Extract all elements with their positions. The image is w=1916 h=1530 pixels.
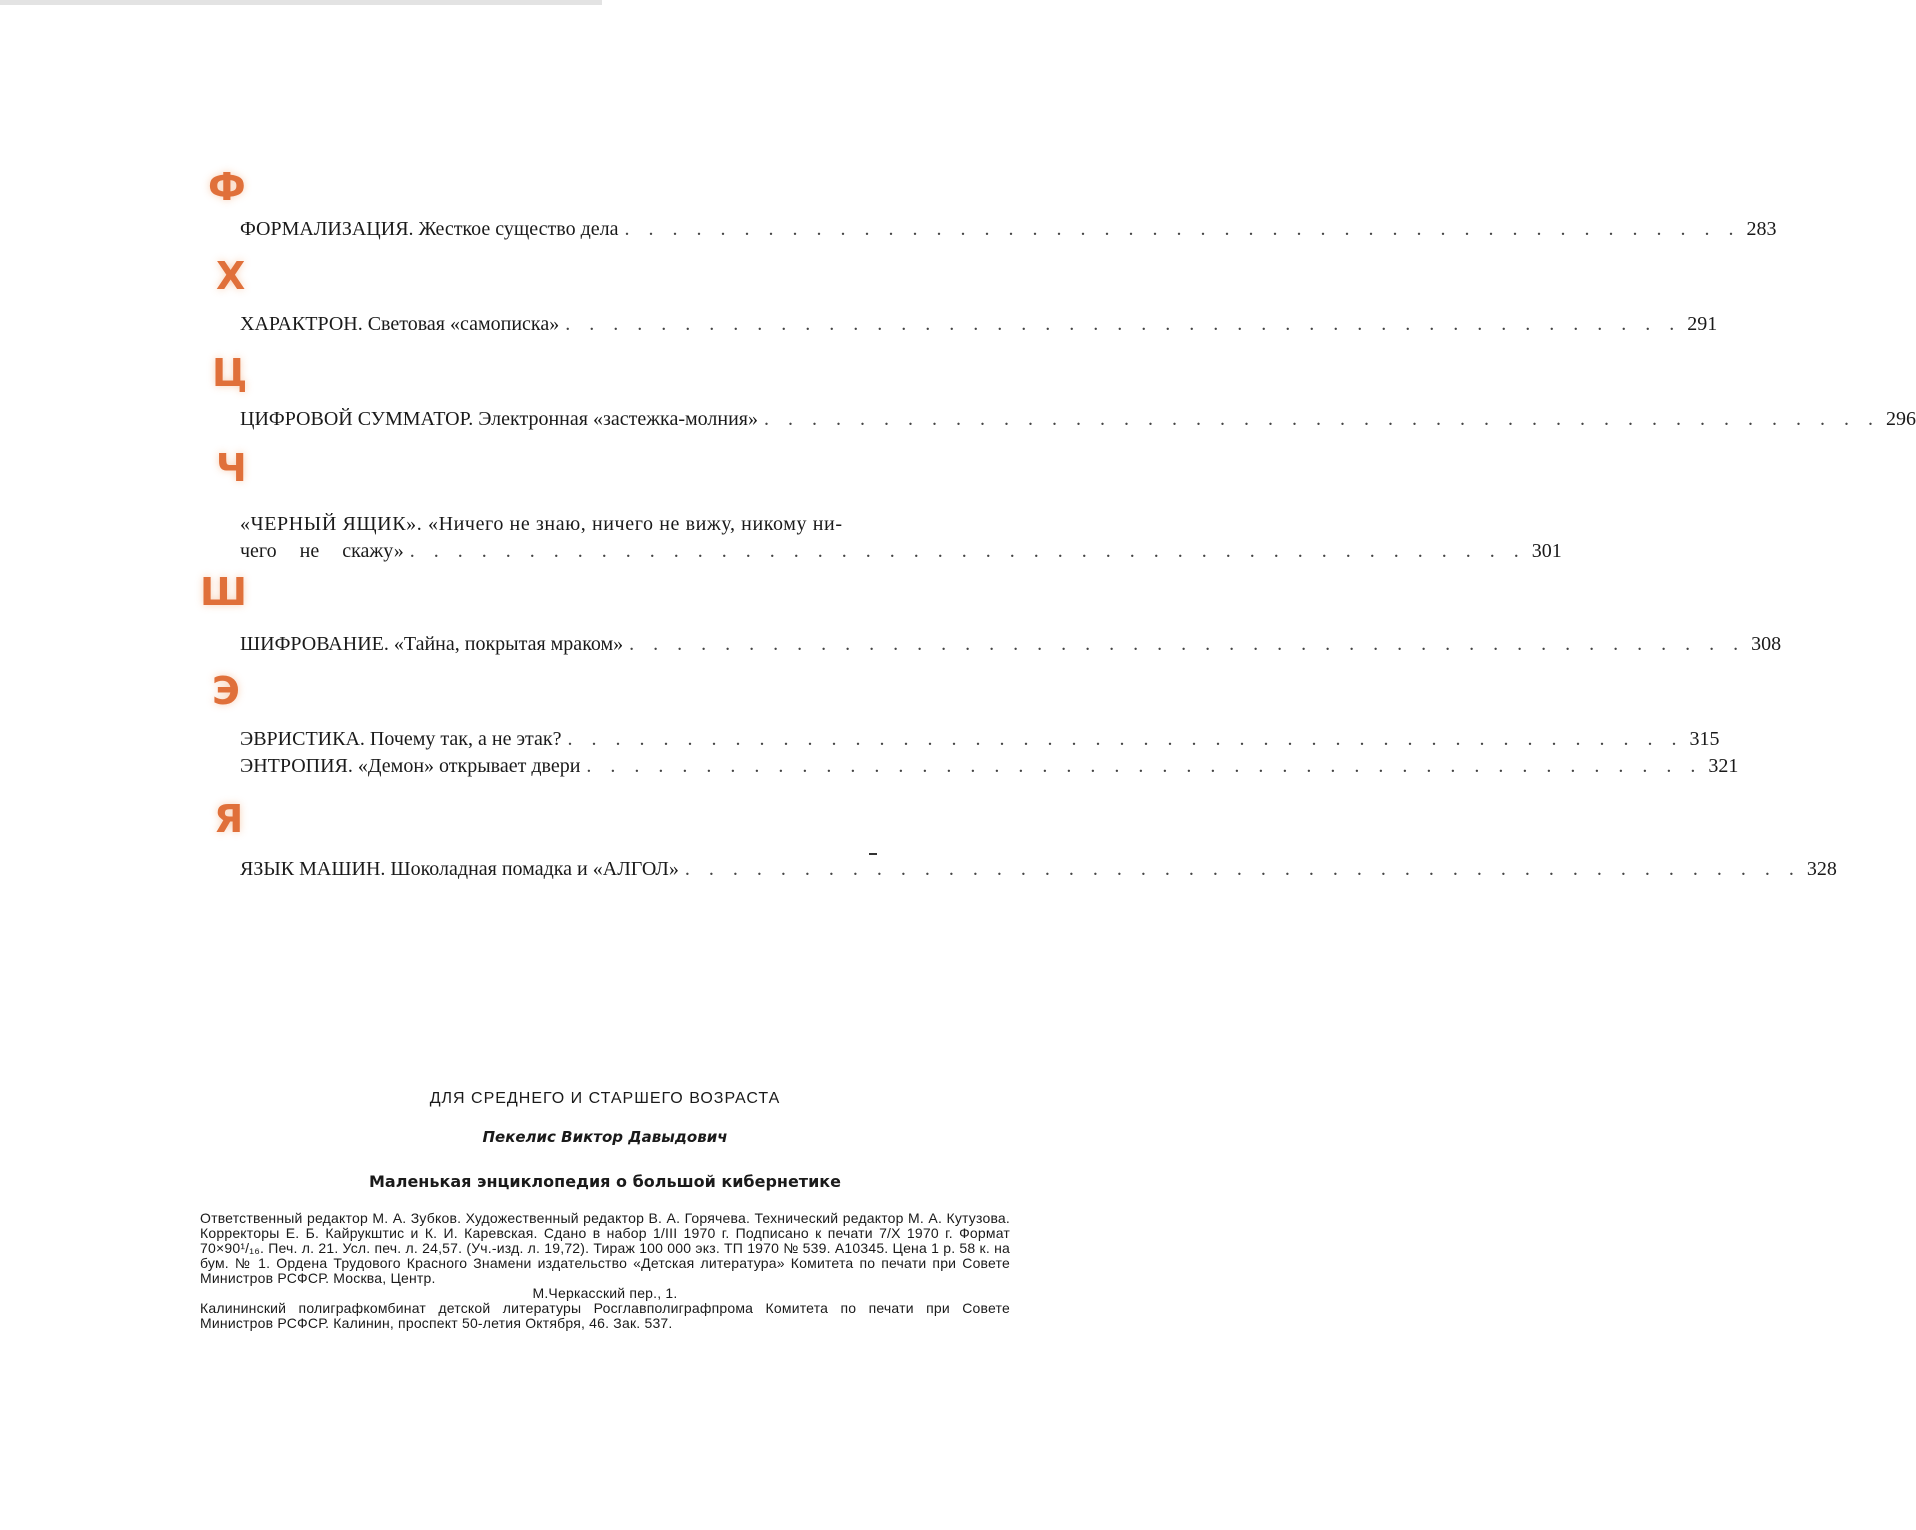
dot-leader: . . . . . . . . . . . . . . . . . . . . . . . . . . . . . . . . . . . . . . . . . . . . . . . — [629, 633, 1746, 655]
toc-entry-title: ХАРАКТРОН. Световая «самописка» — [240, 313, 560, 335]
toc-entry-page: 296 — [1885, 408, 1916, 430]
toc-entry-title: ШИФРОВАНИЕ. «Тайна, покрытая мраком» — [240, 633, 624, 655]
book-title: Маленькая энциклопедия о большой кибернетике — [369, 1172, 841, 1191]
toc-entry-page: 291 — [1687, 313, 1718, 335]
dot-leader: . . . . . . . . . . . . . . . . . . . . . . . . . . . . . . . . . . . . . . . . . . . . . . . — [567, 728, 1684, 750]
toc-entry-page: 301 — [1531, 540, 1562, 562]
section-letter: Ч — [216, 446, 247, 490]
toc-section-ts — [200, 351, 1916, 433]
toc-entry[interactable] — [240, 856, 1837, 883]
toc-entry-line2 — [240, 538, 1562, 565]
section-letter: Ц — [212, 351, 248, 395]
section-letter: Х — [216, 254, 246, 298]
toc-entry-title-line1: «ЧЕРНЫЙ ЯЩИК». «Ничего не знаю, ничего не вижу, никому ни- — [240, 513, 843, 535]
credits-printer: Калининский полиграфкомбинат детской литературы Росглавполиграфпрома Комитета по печати при Совете Министров РСФСР. Калинин, проспект 50-летия Октября, 46. Зак. 537. — [200, 1300, 1010, 1331]
toc-entry-title-line2: чего не скажу» — [240, 540, 404, 562]
dot-leader: . . . . . . . . . . . . . . . . . . . . . . . . . . . . . . . . . . . . . . . . . . . . . . . — [684, 858, 1801, 880]
dot-leader: . . . . . . . . . . . . . . . . . . . . . . . . . . . . . . . . . . . . . . . . . . . . . . . — [409, 540, 1526, 562]
credits-paragraph: Ответственный редактор М. А. Зубков. Художественный редактор В. А. Горячева. Технический редактор М. А. Кутузова. Корректоры Е. Б. Кайрукштис и К. И. Каревская. Сдано в набор 1/III 1970 г. Подписано к печати 7/X 1970 г. Формат 70×90¹/₁₆. Печ. л. 21. Усл. печ. л. 24,57. (Уч.-изд. л. 19,72). Тираж 100 000 экз. ТП 1970 № 539. А10345. Цена 1 р. 58 к. на бум. № 1. Ордена Трудового Красного Знамени издательство «Детская литература» Комитета по печати при Совете Министров РСФСР. Москва, Центр. — [200, 1210, 1010, 1286]
age-group-label: ДЛЯ СРЕДНЕГО И СТАРШЕГО ВОЗРАСТА — [429, 1090, 781, 1107]
section-letter: Э — [212, 669, 240, 713]
toc-entry-page: 315 — [1689, 728, 1720, 750]
dot-leader: . . . . . . . . . . . . . . . . . . . . . . . . . . . . . . . . . . . . . . . . . . . . . . . — [565, 313, 1682, 335]
section-letter: Я — [214, 797, 244, 841]
toc-entry-page: 328 — [1806, 858, 1837, 880]
toc-section-ya — [200, 797, 1837, 883]
toc-entry-title: ЦИФРОВОЙ СУММАТОР. Электронная «застежка-молния» — [240, 408, 758, 430]
toc-section-f — [200, 165, 1777, 243]
toc-entry[interactable] — [240, 726, 1720, 753]
dot-leader: . . . . . . . . . . . . . . . . . . . . . . . . . . . . . . . . . . . . . . . . . . . . . . . — [586, 755, 1703, 777]
toc-entry[interactable] — [240, 631, 1782, 658]
publication-credits — [200, 1211, 1010, 1331]
toc-section-ch — [200, 446, 1562, 565]
stray-mark — [869, 853, 877, 855]
toc-entry-title: ЭНТРОПИЯ. «Демон» открывает двери — [240, 755, 581, 777]
toc-entry[interactable] — [240, 406, 1916, 433]
dot-leader: . . . . . . . . . . . . . . . . . . . . . . . . . . . . . . . . . . . . . . . . . . . . . . . — [624, 218, 1741, 240]
toc-section-sh — [200, 570, 1782, 658]
toc-section-e — [200, 669, 1739, 780]
top-edge-bar — [0, 0, 602, 5]
dot-leader: . . . . . . . . . . . . . . . . . . . . . . . . . . . . . . . . . . . . . . . . . . . . . . . — [763, 408, 1880, 430]
section-letter: Ш — [200, 570, 247, 614]
table-of-contents — [200, 160, 1916, 883]
toc-entry[interactable] — [240, 753, 1739, 780]
imprint-block — [200, 1090, 1010, 1331]
toc-section-kh — [200, 254, 1718, 338]
toc-entry-page: 283 — [1746, 218, 1777, 240]
toc-entry[interactable] — [240, 511, 1562, 565]
author-name: Пекелис Виктор Давыдович — [482, 1128, 728, 1146]
toc-entry-title: ЭВРИСТИКА. Почему так, а не этак? — [240, 728, 562, 750]
toc-entry[interactable] — [240, 216, 1777, 243]
toc-entry-page: 308 — [1751, 633, 1782, 655]
toc-entry-title: ФОРМАЛИЗАЦИЯ. Жесткое существо дела — [240, 218, 619, 240]
credits-address: М.Черкасский пер., 1. — [532, 1285, 678, 1301]
toc-entry[interactable] — [240, 311, 1718, 338]
toc-entry-page: 321 — [1708, 755, 1739, 777]
toc-entry-title: ЯЗЫК МАШИН. Шоколадная помадка и «АЛГОЛ» — [240, 858, 679, 880]
section-letter: Ф — [208, 165, 246, 209]
